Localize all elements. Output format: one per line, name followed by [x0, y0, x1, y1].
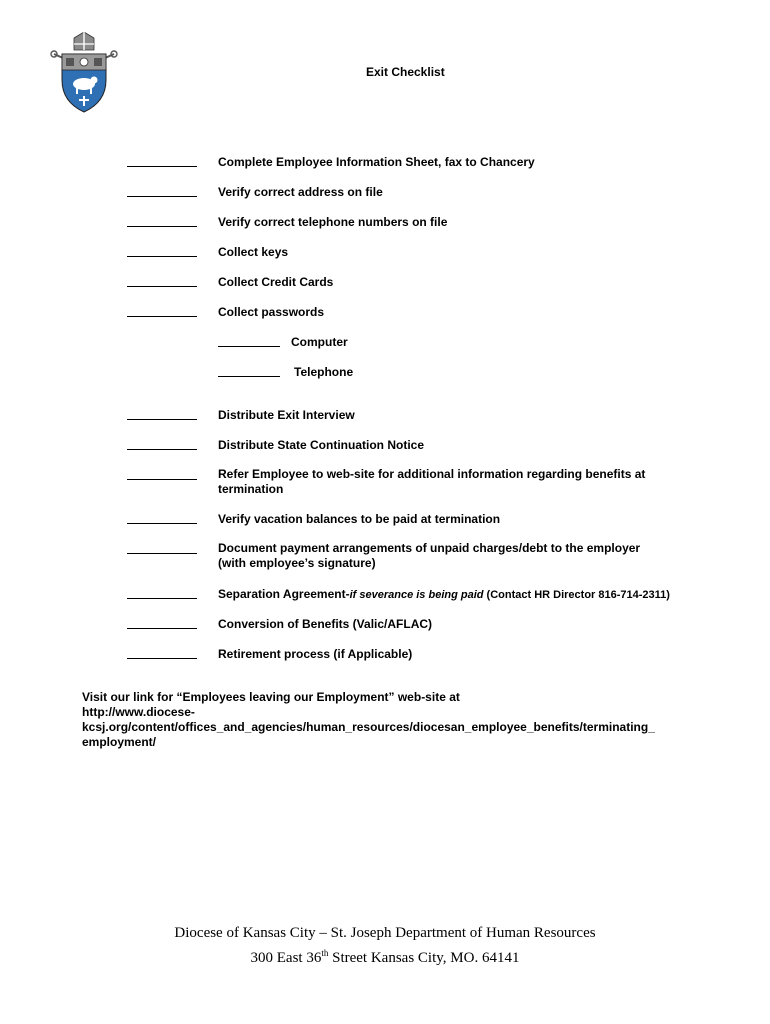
checklist-item-label: Collect Credit Cards	[218, 275, 334, 289]
checkbox-blank-line[interactable]	[127, 553, 197, 554]
footer-address-city: Street Kansas City, MO. 64141	[328, 950, 520, 966]
checklist-item-label	[218, 541, 688, 571]
link-url-part3[interactable]: employment/	[82, 735, 157, 749]
checklist-item-label-line1: Refer Employee to web-site for additional information regarding benefits at	[218, 467, 646, 481]
checklist-item-label-line2: termination	[218, 482, 284, 496]
severance-note: if severance is being paid	[349, 589, 484, 601]
checkbox-blank-line[interactable]	[127, 598, 197, 599]
checklist-item-label: Telephone	[294, 365, 354, 379]
link-url-part1[interactable]: http://www.diocese-	[82, 705, 195, 719]
checkbox-blank-line[interactable]	[127, 523, 197, 524]
checklist-item-label	[218, 587, 698, 603]
checklist-item-label: Verify correct telephone numbers on file	[218, 215, 448, 229]
hr-director-contact: (Contact HR Director 816-714-2311)	[483, 589, 670, 601]
checkbox-blank-line[interactable]	[218, 376, 280, 377]
link-url-part2[interactable]: kcsj.org/content/offices_and_agencies/human_resources/diocesan_employee_benefits/terminating_	[82, 720, 655, 734]
checklist-item-label: Collect passwords	[218, 305, 325, 319]
checklist-item-label: Verify correct address on file	[218, 185, 383, 199]
footer-department: Diocese of Kansas City – St. Joseph Department of Human Resources	[174, 925, 596, 941]
checkbox-blank-line[interactable]	[127, 286, 197, 287]
checkbox-blank-line[interactable]	[127, 196, 197, 197]
checklist-item-label: Retirement process (if Applicable)	[218, 647, 413, 661]
checkbox-blank-line[interactable]	[127, 226, 197, 227]
checklist-item-label: Collect keys	[218, 245, 289, 259]
checklist-item-label: Distribute State Continuation Notice	[218, 438, 425, 452]
page-title: Exit Checklist	[366, 65, 445, 79]
checklist-item-label-line2: (with employee’s signature)	[218, 556, 376, 570]
checklist-item-label: Verify vacation balances to be paid at termination	[218, 512, 501, 526]
checkbox-blank-line[interactable]	[127, 166, 197, 167]
footer-address-sup: th	[321, 948, 329, 958]
checklist-item-label: Conversion of Benefits (Valic/AFLAC)	[218, 617, 433, 631]
checkbox-blank-line[interactable]	[127, 658, 197, 659]
separation-agreement-label: Separation Agreement-	[218, 587, 350, 601]
checklist-item-label	[218, 467, 688, 497]
website-link-block	[82, 690, 702, 750]
checkbox-blank-line[interactable]	[127, 256, 197, 257]
footer-address	[0, 943, 770, 968]
checkbox-blank-line[interactable]	[127, 479, 197, 480]
diocese-crest-logo	[48, 32, 120, 116]
checklist-item-label: Complete Employee Information Sheet, fax to Chancery	[218, 155, 535, 169]
checklist-item-label: Distribute Exit Interview	[218, 408, 355, 422]
footer-address-street: 300 East 36	[250, 950, 322, 966]
checkbox-blank-line[interactable]	[218, 346, 280, 347]
checklist-item-label-line1: Document payment arrangements of unpaid charges/debt to the employer	[218, 541, 641, 555]
link-intro: Visit our link for “Employees leaving our Employment” web-site at	[82, 690, 460, 704]
checkbox-blank-line[interactable]	[127, 419, 197, 420]
checklist-item-label: Computer	[291, 335, 348, 349]
checkbox-blank-line[interactable]	[127, 316, 197, 317]
checkbox-blank-line[interactable]	[127, 449, 197, 450]
checkbox-blank-line[interactable]	[127, 628, 197, 629]
